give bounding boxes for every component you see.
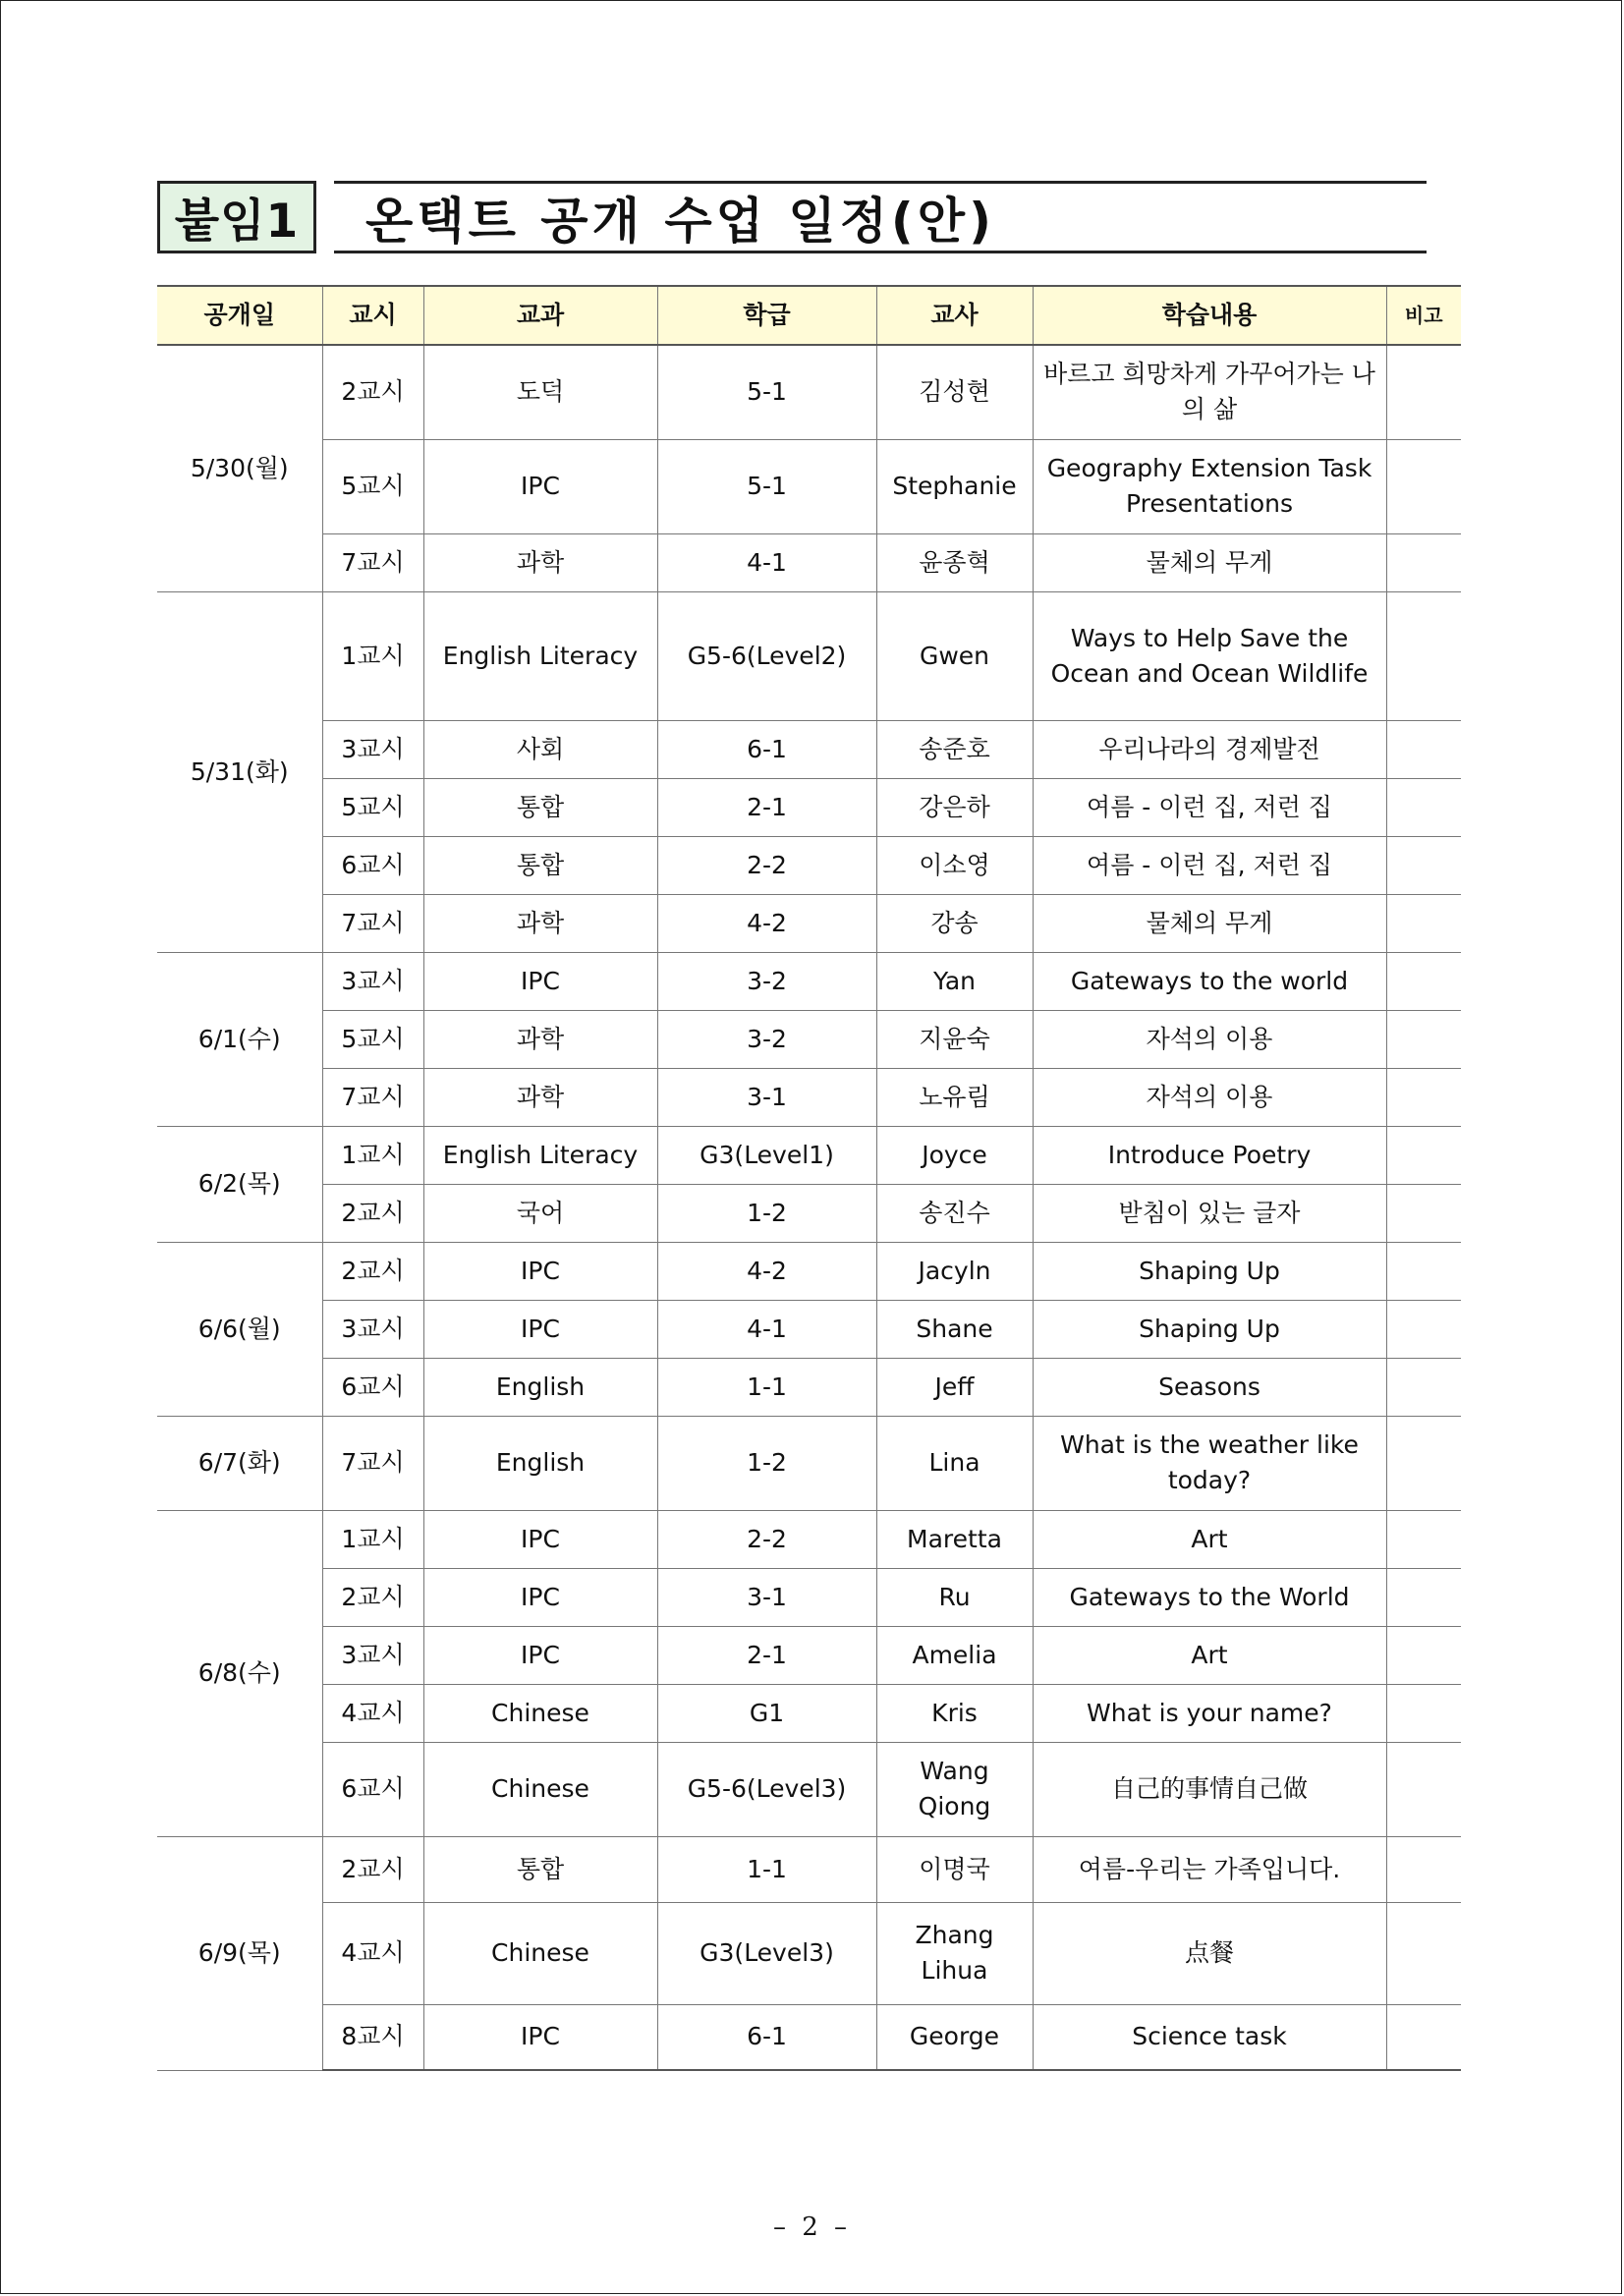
subject-cell: IPC — [423, 1510, 657, 1568]
date-cell: 6/9(목) — [157, 1836, 322, 2070]
note-cell — [1386, 1742, 1461, 1836]
header-note: 비고 — [1386, 286, 1461, 345]
note-cell — [1386, 1242, 1461, 1300]
subject-cell: 통합 — [423, 778, 657, 836]
date-cell: 6/7(화) — [157, 1416, 322, 1510]
teacher-cell: 노유림 — [876, 1068, 1033, 1126]
class-cell: 1-2 — [657, 1184, 876, 1242]
class-cell: 5-1 — [657, 345, 876, 439]
teacher-cell: Joyce — [876, 1126, 1033, 1184]
class-cell: 6-1 — [657, 720, 876, 778]
subject-cell: Chinese — [423, 1902, 657, 2004]
teacher-cell: Jacyln — [876, 1242, 1033, 1300]
period-cell: 2교시 — [322, 1242, 423, 1300]
table-row — [157, 1510, 1461, 1568]
period-cell: 7교시 — [322, 533, 423, 591]
table-row — [157, 1568, 1461, 1626]
note-cell — [1386, 1068, 1461, 1126]
period-cell: 3교시 — [322, 1626, 423, 1684]
table-body — [157, 345, 1461, 2070]
content-cell: Introduce Poetry — [1033, 1126, 1386, 1184]
content-cell: 点餐 — [1033, 1902, 1386, 2004]
class-cell: G5-6(Level2) — [657, 591, 876, 720]
table-row — [157, 345, 1461, 439]
teacher-cell: 이명국 — [876, 1836, 1033, 1902]
date-cell: 5/30(월) — [157, 345, 322, 591]
teacher-cell: 송준호 — [876, 720, 1033, 778]
note-cell — [1386, 345, 1461, 439]
note-cell — [1386, 1626, 1461, 1684]
table-row — [157, 1416, 1461, 1510]
content-cell: Geography Extension Task Presentations — [1033, 439, 1386, 533]
teacher-cell: George — [876, 2004, 1033, 2070]
subject-cell: English Literacy — [423, 1126, 657, 1184]
note-cell — [1386, 894, 1461, 952]
table-row — [157, 1742, 1461, 1836]
content-cell: 여름 - 이런 집, 저런 집 — [1033, 836, 1386, 894]
table-row — [157, 1300, 1461, 1358]
table-row — [157, 533, 1461, 591]
header-date: 공개일 — [157, 286, 322, 345]
class-cell: 4-2 — [657, 894, 876, 952]
attachment-badge: 붙임1 — [157, 181, 316, 253]
note-cell — [1386, 836, 1461, 894]
class-cell: G3(Level1) — [657, 1126, 876, 1184]
subject-cell: 통합 — [423, 1836, 657, 1902]
teacher-cell: 김성현 — [876, 345, 1033, 439]
class-cell: 2-1 — [657, 778, 876, 836]
content-cell: Art — [1033, 1510, 1386, 1568]
teacher-cell: 강은하 — [876, 778, 1033, 836]
period-cell: 3교시 — [322, 1300, 423, 1358]
teacher-cell: 이소영 — [876, 836, 1033, 894]
document-title: 온택트 공개 수업 일정(안) — [334, 181, 1427, 253]
table-row — [157, 1068, 1461, 1126]
teacher-cell: Zhang Lihua — [876, 1902, 1033, 2004]
period-cell: 7교시 — [322, 894, 423, 952]
note-cell — [1386, 533, 1461, 591]
content-cell: 자석의 이용 — [1033, 1010, 1386, 1068]
note-cell — [1386, 2004, 1461, 2070]
header-teacher: 교사 — [876, 286, 1033, 345]
class-cell: 5-1 — [657, 439, 876, 533]
note-cell — [1386, 1126, 1461, 1184]
table-row — [157, 1010, 1461, 1068]
teacher-cell: Amelia — [876, 1626, 1033, 1684]
table-row — [157, 894, 1461, 952]
teacher-cell: Kris — [876, 1684, 1033, 1742]
subject-cell: Chinese — [423, 1684, 657, 1742]
period-cell: 2교시 — [322, 345, 423, 439]
teacher-cell: 지윤숙 — [876, 1010, 1033, 1068]
subject-cell: IPC — [423, 952, 657, 1010]
teacher-cell: Ru — [876, 1568, 1033, 1626]
subject-cell: IPC — [423, 1300, 657, 1358]
open-class-schedule-table — [157, 285, 1461, 2071]
class-cell: G5-6(Level3) — [657, 1742, 876, 1836]
class-cell: 6-1 — [657, 2004, 876, 2070]
table-row — [157, 1902, 1461, 2004]
class-cell: 1-2 — [657, 1416, 876, 1510]
subject-cell: IPC — [423, 1568, 657, 1626]
period-cell: 5교시 — [322, 439, 423, 533]
class-cell: 3-2 — [657, 1010, 876, 1068]
content-cell: 받침이 있는 글자 — [1033, 1184, 1386, 1242]
table-row — [157, 1836, 1461, 1902]
period-cell: 1교시 — [322, 1510, 423, 1568]
teacher-cell: Gwen — [876, 591, 1033, 720]
subject-cell: 과학 — [423, 894, 657, 952]
header-subject: 교과 — [423, 286, 657, 345]
date-cell: 6/6(월) — [157, 1242, 322, 1416]
subject-cell: 과학 — [423, 1068, 657, 1126]
subject-cell: 도덕 — [423, 345, 657, 439]
period-cell: 6교시 — [322, 1742, 423, 1836]
subject-cell: 과학 — [423, 1010, 657, 1068]
subject-cell: 통합 — [423, 836, 657, 894]
content-cell: What is your name? — [1033, 1684, 1386, 1742]
header-period: 교시 — [322, 286, 423, 345]
class-cell: 2-1 — [657, 1626, 876, 1684]
content-cell: 우리나라의 경제발전 — [1033, 720, 1386, 778]
class-cell: 1-1 — [657, 1836, 876, 1902]
content-cell: 자석의 이용 — [1033, 1068, 1386, 1126]
note-cell — [1386, 778, 1461, 836]
table-row — [157, 778, 1461, 836]
table-row — [157, 952, 1461, 1010]
period-cell: 2교시 — [322, 1568, 423, 1626]
note-cell — [1386, 1416, 1461, 1510]
subject-cell: IPC — [423, 1626, 657, 1684]
teacher-cell: Yan — [876, 952, 1033, 1010]
note-cell — [1386, 1836, 1461, 1902]
note-cell — [1386, 591, 1461, 720]
class-cell: 2-2 — [657, 1510, 876, 1568]
note-cell — [1386, 720, 1461, 778]
class-cell: 3-2 — [657, 952, 876, 1010]
table-header-row — [157, 286, 1461, 345]
class-cell: 4-1 — [657, 533, 876, 591]
class-cell: 3-1 — [657, 1068, 876, 1126]
teacher-cell: 강송 — [876, 894, 1033, 952]
header-class: 학급 — [657, 286, 876, 345]
class-cell: G1 — [657, 1684, 876, 1742]
teacher-cell: Maretta — [876, 1510, 1033, 1568]
content-cell: Art — [1033, 1626, 1386, 1684]
class-cell: G3(Level3) — [657, 1902, 876, 2004]
date-cell: 6/8(수) — [157, 1510, 322, 1836]
note-cell — [1386, 439, 1461, 533]
content-cell: 自己的事情自己做 — [1033, 1742, 1386, 1836]
period-cell: 7교시 — [322, 1416, 423, 1510]
header-content: 학습내용 — [1033, 286, 1386, 345]
content-cell: 물체의 무게 — [1033, 894, 1386, 952]
subject-cell: English Literacy — [423, 591, 657, 720]
note-cell — [1386, 1358, 1461, 1416]
note-cell — [1386, 1902, 1461, 2004]
class-cell: 4-1 — [657, 1300, 876, 1358]
table-row — [157, 1126, 1461, 1184]
class-cell: 2-2 — [657, 836, 876, 894]
period-cell: 7교시 — [322, 1068, 423, 1126]
table-row — [157, 1242, 1461, 1300]
table-row — [157, 1684, 1461, 1742]
subject-cell: IPC — [423, 2004, 657, 2070]
teacher-cell: Shane — [876, 1300, 1033, 1358]
subject-cell: 사회 — [423, 720, 657, 778]
table-row — [157, 591, 1461, 720]
page-number: – 2 – — [772, 2212, 852, 2242]
date-cell: 6/1(수) — [157, 952, 322, 1126]
subject-cell: 과학 — [423, 533, 657, 591]
teacher-cell: Lina — [876, 1416, 1033, 1510]
content-cell: Gateways to the world — [1033, 952, 1386, 1010]
note-cell — [1386, 1184, 1461, 1242]
note-cell — [1386, 1510, 1461, 1568]
subject-cell: 국어 — [423, 1184, 657, 1242]
class-cell: 4-2 — [657, 1242, 876, 1300]
note-cell — [1386, 1684, 1461, 1742]
period-cell: 4교시 — [322, 1902, 423, 2004]
period-cell: 1교시 — [322, 591, 423, 720]
content-cell: What is the weather like today? — [1033, 1416, 1386, 1510]
teacher-cell: Stephanie — [876, 439, 1033, 533]
table-row — [157, 1358, 1461, 1416]
note-cell — [1386, 1568, 1461, 1626]
subject-cell: IPC — [423, 439, 657, 533]
period-cell: 2교시 — [322, 1836, 423, 1902]
period-cell: 4교시 — [322, 1684, 423, 1742]
period-cell: 6교시 — [322, 1358, 423, 1416]
content-cell: Ways to Help Save the Ocean and Ocean Wildlife — [1033, 591, 1386, 720]
class-cell: 3-1 — [657, 1568, 876, 1626]
content-cell: Seasons — [1033, 1358, 1386, 1416]
table-row — [157, 836, 1461, 894]
table-row — [157, 1626, 1461, 1684]
table-row — [157, 1184, 1461, 1242]
content-cell: 물체의 무게 — [1033, 533, 1386, 591]
class-cell: 1-1 — [657, 1358, 876, 1416]
subject-cell: Chinese — [423, 1742, 657, 1836]
teacher-cell: 윤종혁 — [876, 533, 1033, 591]
content-cell: Shaping Up — [1033, 1242, 1386, 1300]
date-cell: 6/2(목) — [157, 1126, 322, 1242]
subject-cell: English — [423, 1416, 657, 1510]
period-cell: 5교시 — [322, 1010, 423, 1068]
period-cell: 3교시 — [322, 720, 423, 778]
period-cell: 5교시 — [322, 778, 423, 836]
content-cell: 여름-우리는 가족입니다. — [1033, 1836, 1386, 1902]
period-cell: 6교시 — [322, 836, 423, 894]
content-cell: Shaping Up — [1033, 1300, 1386, 1358]
content-cell: 바르고 희망차게 가꾸어가는 나의 삶 — [1033, 345, 1386, 439]
subject-cell: IPC — [423, 1242, 657, 1300]
note-cell — [1386, 1010, 1461, 1068]
teacher-cell: Jeff — [876, 1358, 1033, 1416]
content-cell: Science task — [1033, 2004, 1386, 2070]
content-cell: 여름 - 이런 집, 저런 집 — [1033, 778, 1386, 836]
note-cell — [1386, 952, 1461, 1010]
date-cell: 5/31(화) — [157, 591, 322, 952]
period-cell: 1교시 — [322, 1126, 423, 1184]
table-row — [157, 439, 1461, 533]
subject-cell: English — [423, 1358, 657, 1416]
period-cell: 8교시 — [322, 2004, 423, 2070]
content-cell: Gateways to the World — [1033, 1568, 1386, 1626]
teacher-cell: Wang Qiong — [876, 1742, 1033, 1836]
table-row — [157, 2004, 1461, 2070]
note-cell — [1386, 1300, 1461, 1358]
period-cell: 3교시 — [322, 952, 423, 1010]
teacher-cell: 송진수 — [876, 1184, 1033, 1242]
table-row — [157, 720, 1461, 778]
period-cell: 2교시 — [322, 1184, 423, 1242]
